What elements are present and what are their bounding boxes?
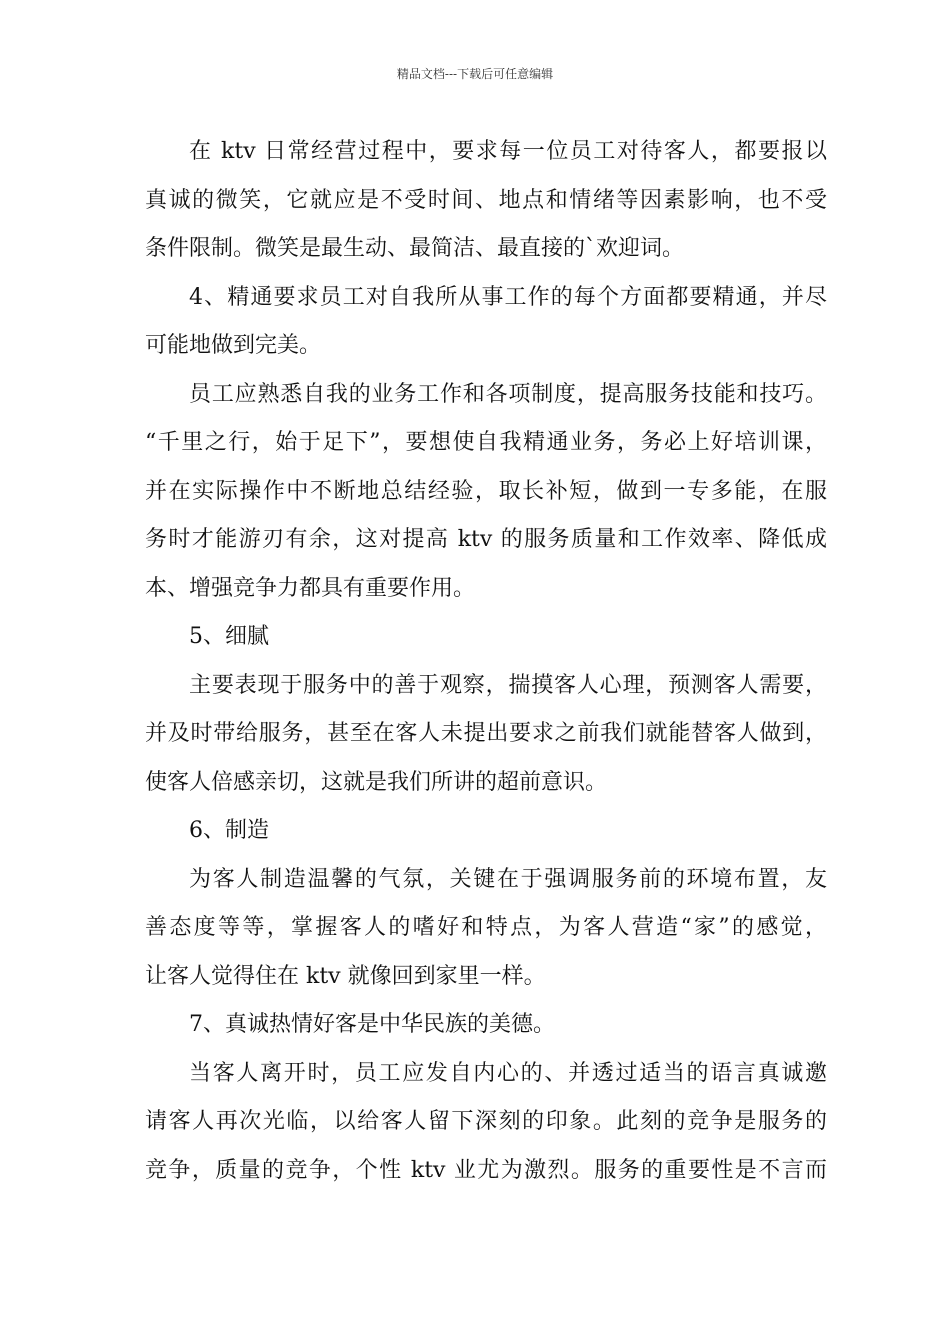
section-heading: 7、真诚热情好客是中华民族的美德。 bbox=[189, 1012, 555, 1037]
text-line: 为客人制造温馨的气氛，关键在于强调服务前的环境布置，友 bbox=[189, 866, 827, 892]
text-line: 条件限制。微笑是最生动、最简洁、最直接的`欢迎词。 bbox=[145, 236, 685, 261]
text-line: 使客人倍感亲切，这就是我们所讲的超前意识。 bbox=[145, 769, 608, 795]
text-line: 员工应熟悉自我的业务工作和各项制度，提高服务技能和技巧。 bbox=[189, 381, 827, 407]
text-line: 善态度等等，掌握客人的嗜好和特点，为客人营造“家”的感觉， bbox=[145, 915, 827, 940]
paragraph bbox=[145, 813, 827, 862]
text-line: 主要表现于服务中的善于观察，揣摸客人心理，预测客人需要， bbox=[189, 672, 827, 698]
paragraph bbox=[145, 377, 827, 620]
text-line: 当客人离开时，员工应发自内心的、并透过适当的语言真诚邀 bbox=[189, 1060, 827, 1086]
section-heading: 6、制造 bbox=[189, 818, 269, 843]
text-line: 并及时带给服务，甚至在客人未提出要求之前我们就能替客人做到， bbox=[145, 721, 827, 746]
paragraph bbox=[145, 1007, 827, 1056]
document-body bbox=[145, 134, 827, 1201]
text-line: 真诚的微笑，它就应是不受时间、地点和情绪等因素影响，也不受 bbox=[145, 187, 827, 213]
text-line: 请客人再次光临，以给客人留下深刻的印象。此刻的竞争是服务的 bbox=[145, 1109, 827, 1134]
text-line: 4、精通要求员工对自我所从事工作的每个方面都要精通，并尽 bbox=[189, 284, 827, 310]
paragraph bbox=[145, 280, 827, 377]
paragraph bbox=[145, 619, 827, 668]
section-heading: 5、细腻 bbox=[189, 624, 269, 649]
text-line: 竞争，质量的竞争，个性 ktv 业尤为激烈。服务的重要性是不言而 bbox=[145, 1157, 827, 1183]
text-line: 并在实际操作中不断地总结经验，取长补短，做到一专多能，在服 bbox=[145, 478, 827, 504]
page-header: 精品文档---下载后可任意编辑 bbox=[396, 67, 554, 81]
text-line: 在 ktv 日常经营过程中，要求每一位员工对待客人，都要报以 bbox=[189, 139, 827, 164]
text-line: 本、增强竞争力都具有重要作用。 bbox=[145, 575, 476, 601]
text-line: 务时才能游刃有余，这对提高 ktv 的服务质量和工作效率、降低成 bbox=[145, 527, 827, 552]
paragraph bbox=[145, 862, 827, 1008]
paragraph bbox=[145, 668, 827, 814]
text-line: 可能地做到完美。 bbox=[145, 333, 322, 358]
paragraph bbox=[145, 134, 827, 280]
paragraph bbox=[145, 1056, 827, 1202]
text-line: 让客人觉得住在 ktv 就像回到家里一样。 bbox=[145, 963, 546, 989]
text-line: “千里之行，始于足下”，要想使自我精通业务，务必上好培训课， bbox=[145, 430, 827, 455]
